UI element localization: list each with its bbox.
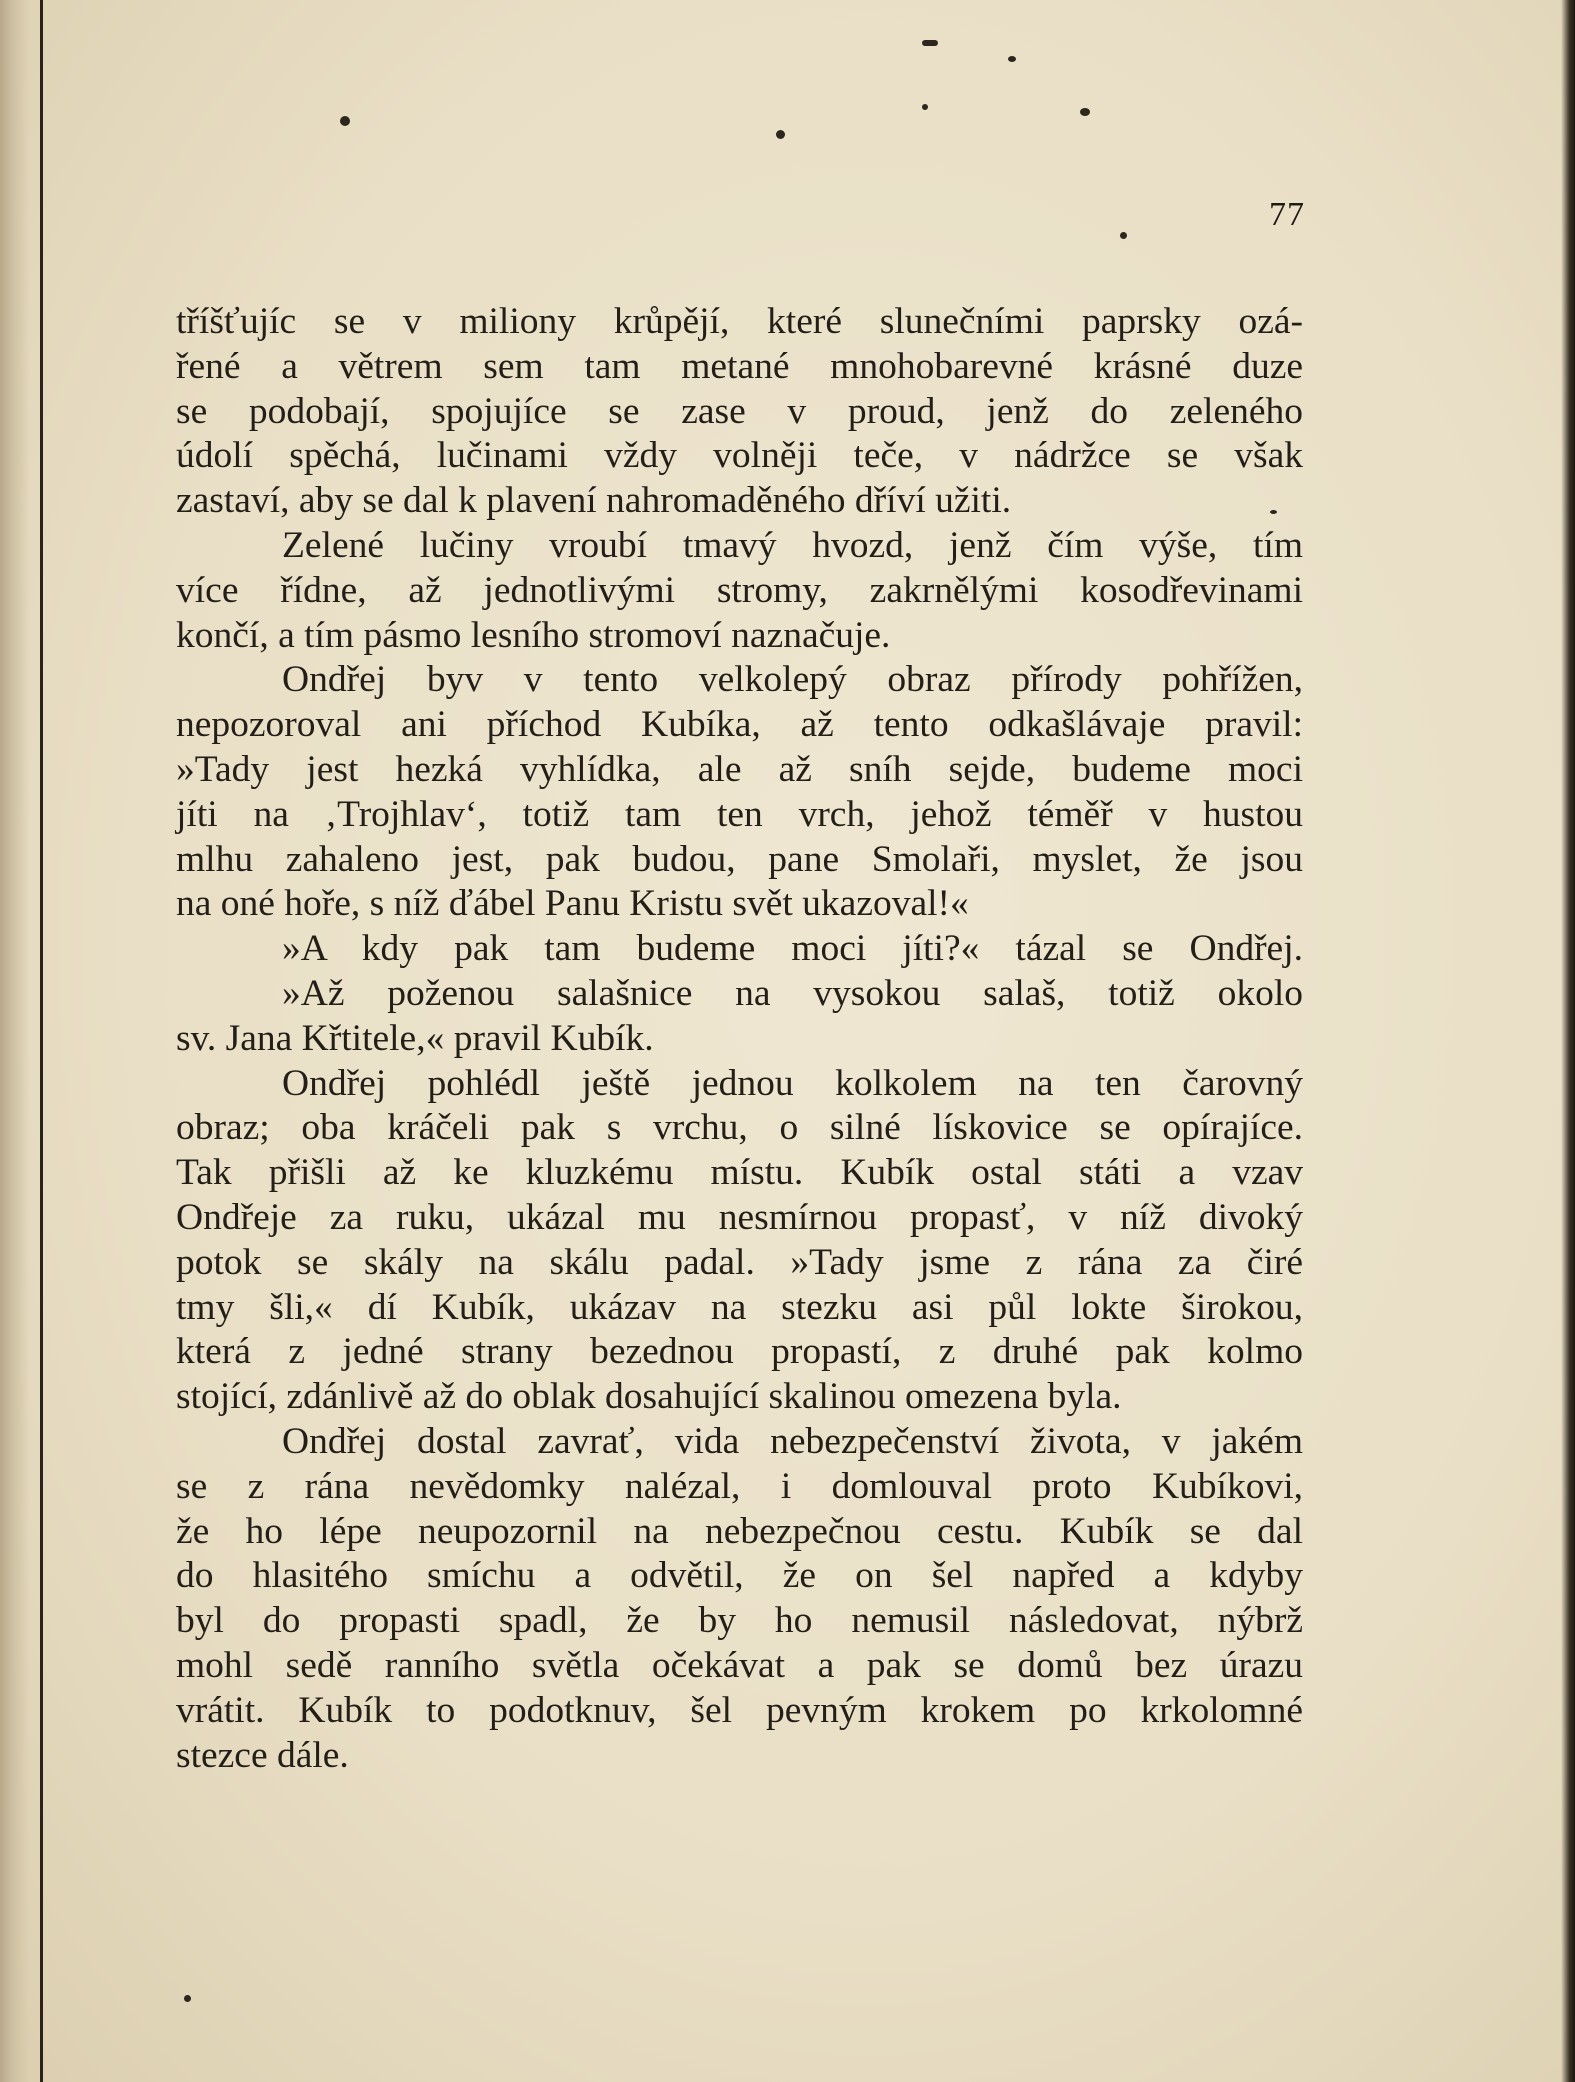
page-edge-shadow — [1561, 0, 1575, 2082]
text-line: Ondřej byv v tento velkolepý obraz přírody pohřížen, — [282, 659, 1303, 701]
text-line: se podobají, spojujíce se zase v proud, jenž do zeleného — [176, 390, 1303, 432]
text-line: »A kdy pak tam budeme moci jíti?« tázal se Ondřej. — [282, 928, 1303, 970]
text-line: nepozoroval ani příchod Kubíka, až tento odkašlávaje pravil: — [176, 704, 1303, 746]
text-line: stojící, zdánlivě až do oblak dosahující skalinou omezena byla. — [176, 1376, 1122, 1418]
text-line: tříšťujíc se v miliony krůpějí, které slunečními paprsky ozá- — [176, 301, 1303, 342]
text-line: Ondřeje za ruku, ukázal mu nesmírnou propasť, v níž divoký — [176, 1196, 1303, 1238]
text-line: potok se skály na skálu padal. »Tady jsme z rána za čiré — [176, 1241, 1303, 1283]
text-line: tmy šli,« dí Kubík, ukázav na stezku asi půl lokte širokou, — [176, 1286, 1303, 1328]
text-line: zastaví, aby se dal k plavení nahromaděného dříví užiti. — [176, 480, 1012, 522]
text-line: Tak přišli až ke kluzkému místu. Kubík ostal státi a vzav — [176, 1152, 1303, 1194]
text-line: Zelené lučiny vroubí tmavý hvozd, jenž čím výše, tím — [282, 524, 1303, 566]
text-line: která z jedné strany bezednou propastí, z druhé pak kolmo — [176, 1331, 1303, 1373]
text-line: »Až poženou salašnice na vysokou salaš, totiž okolo — [282, 972, 1303, 1014]
text-line: končí, a tím pásmo lesního stromoví naznačuje. — [176, 614, 891, 656]
body-text — [176, 300, 1303, 1778]
page-number: 77 — [1269, 196, 1305, 233]
page-edge-line — [40, 0, 43, 2082]
text-line: mohl sedě ranního světla očekávat a pak se domů bez úrazu — [176, 1644, 1303, 1686]
text-line: vrátit. Kubík to podotknuv, šel pevným krokem po krkolomné — [176, 1689, 1303, 1731]
text-line: se z rána nevědomky nalézal, i domlouval proto Kubíkovi, — [176, 1465, 1303, 1507]
text-line: údolí spěchá, lučinami vždy volněji teče, v nádržce se však — [176, 435, 1303, 477]
text-line: Ondřej dostal zavrať, vida nebezpečenství života, v jakém — [282, 1420, 1303, 1462]
page-binding-shadow — [0, 0, 30, 2082]
text-line: mlhu zahaleno jest, pak budou, pane Smolaři, myslet, že jsou — [176, 838, 1303, 880]
text-line: Ondřej pohlédl ještě jednou kolkolem na ten čarovný — [282, 1062, 1303, 1104]
text-line: na oné hoře, s níž ďábel Panu Kristu svět ukazoval!« — [176, 883, 969, 925]
text-line: »Tady jest hezká vyhlídka, ale až sníh sejde, budeme moci — [176, 748, 1303, 790]
text-line: že ho lépe neupozornil na nebezpečnou cestu. Kubík se dal — [176, 1510, 1303, 1552]
text-line: jíti na ‚Trojhlav‘, totiž tam ten vrch, jehož téměř v hustou — [176, 793, 1303, 835]
text-line: stezce dále. — [176, 1734, 349, 1776]
text-line: sv. Jana Křtitele,« pravil Kubík. — [176, 1017, 654, 1059]
text-line: řené a větrem sem tam metané mnohobarevné krásné duze — [176, 345, 1303, 387]
text-line: byl do propasti spadl, že by ho nemusil následovat, nýbrž — [176, 1600, 1303, 1642]
text-line: více řídne, až jednotlivými stromy, zakrnělými kosodřevinami — [176, 569, 1303, 611]
text-line: do hlasitého smíchu a odvětil, že on šel napřed a kdyby — [176, 1555, 1303, 1597]
text-line: obraz; oba kráčeli pak s vrchu, o silné lískovice se opírajíce. — [176, 1107, 1303, 1149]
